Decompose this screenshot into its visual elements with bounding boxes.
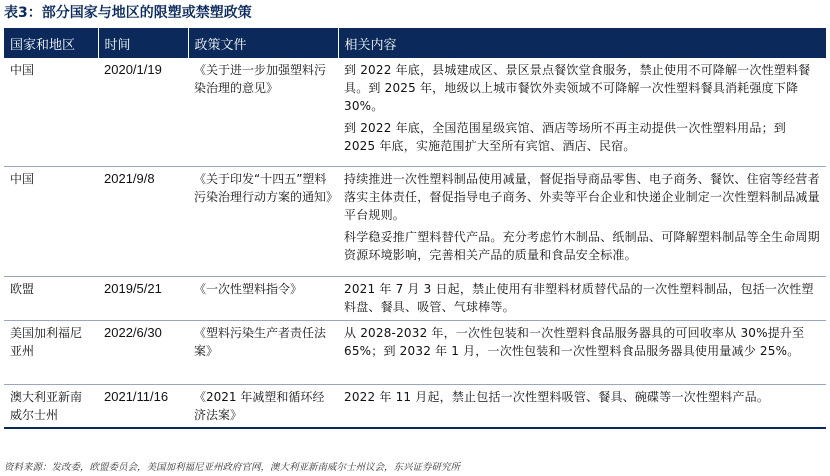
table-header-row <box>4 28 826 58</box>
cell-region: 欧盟 <box>4 276 98 320</box>
cell-region: 中国 <box>4 58 98 166</box>
content-paragraph: 2021 年 7 月 3 日起，禁止使用有非塑料材质替代品的一次性塑料制品，包括一次性塑料盘、餐具、吸管、气球棒等。 <box>344 281 814 314</box>
source-note: 资料来源：发改委，欧盟委员会，美国加利福尼亚州政府官网，澳大利亚新南威尔士州议会，东兴证券研究所 <box>4 462 461 473</box>
table-row <box>4 276 826 320</box>
header-policy: 政策文件 <box>188 28 338 58</box>
cell-policy: 《2021 年减塑和循环经济法案》 <box>188 384 338 428</box>
content-paragraph: 从 2028-2032 年，一次性包装和一次性塑料食品服务器具的可回收率从 30%提升至 65%；到 2032 年 1 月，一次性包装和一次性塑料食品服务器具使用量减少 25%。 <box>344 325 805 358</box>
table-title: 表3：部分国家与地区的限塑或禁塑政策 <box>4 5 252 21</box>
cell-region: 美国加利福尼亚州 <box>4 320 98 384</box>
content-paragraph: 到 2022 年底，县城建成区、景区景点餐饮堂食服务，禁止使用不可降解一次性塑料餐具。到 2025 年，地级以上城市餐饮外卖领域不可降解一次性塑料餐具消耗强度下降 30%。 <box>344 63 811 113</box>
cell-policy: 《塑料污染生产者责任法案》 <box>188 320 338 384</box>
cell-content <box>338 58 826 166</box>
cell-content <box>338 320 826 384</box>
cell-date: 2022/6/30 <box>98 320 188 384</box>
cell-content <box>338 384 826 428</box>
header-region: 国家和地区 <box>4 28 98 58</box>
cell-region: 中国 <box>4 166 98 276</box>
cell-date: 2021/11/16 <box>98 384 188 428</box>
cell-content <box>338 276 826 320</box>
table-row <box>4 166 826 276</box>
cell-date: 2021/9/8 <box>98 166 188 276</box>
cell-policy: 《关于进一步加强塑料污染治理的意见》 <box>188 58 338 166</box>
content-paragraph: 科学稳妥推广塑料替代产品。充分考虑竹木制品、纸制品、可降解塑料制品等全生命周期资源环境影响，完善相关产品的质量和食品安全标准。 <box>344 229 820 262</box>
header-content: 相关内容 <box>338 28 826 58</box>
cell-date: 2019/5/21 <box>98 276 188 320</box>
header-date: 时间 <box>98 28 188 58</box>
cell-region: 澳大利亚新南威尔士州 <box>4 384 98 428</box>
table-row <box>4 320 826 384</box>
policy-table <box>4 28 826 429</box>
table-row <box>4 58 826 166</box>
cell-content <box>338 166 826 276</box>
content-paragraph: 到 2022 年底，全国范围星级宾馆、酒店等场所不再主动提供一次性塑料用品；到 2025 年底，实施范围扩大至所有宾馆、酒店、民宿。 <box>344 121 786 153</box>
cell-policy: 《一次性塑料指令》 <box>188 276 338 320</box>
content-paragraph: 2022 年 11 月起，禁止包括一次性塑料吸管、餐具、碗碟等一次性塑料产品。 <box>344 389 770 404</box>
cell-policy: 《关于印发“十四五”塑料污染治理行动方案的通知》 <box>188 166 338 276</box>
cell-date: 2020/1/19 <box>98 58 188 166</box>
content-paragraph: 持续推进一次性塑料制品使用减量，督促指导商品零售、电子商务、餐饮、住宿等经营者落实主体责任，督促指导电子商务、外卖等平台企业和快递企业制定一次性塑料制品减量平台规则。 <box>344 171 820 222</box>
table-row <box>4 384 826 428</box>
